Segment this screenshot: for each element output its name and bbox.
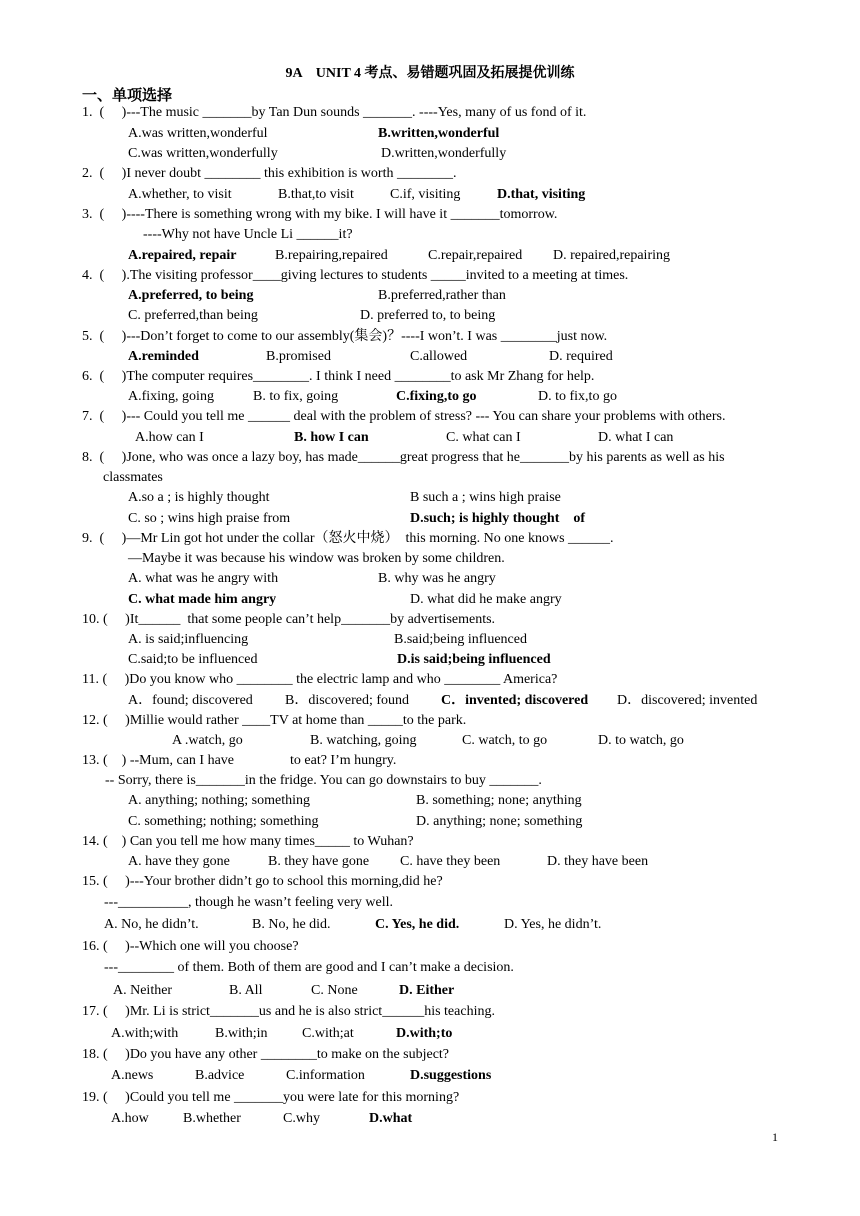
answer-option-correct: C.fixing,to go [396, 389, 477, 404]
answer-option-correct: A.reminded [128, 349, 199, 364]
answer-option: B such a ; wins high praise [410, 490, 561, 505]
answer-option: B. All [229, 983, 263, 998]
answer-option: B.said;being influenced [394, 632, 527, 647]
answer-option-correct: B. how I can [294, 430, 369, 445]
question-line: ---__________, though he wasn’t feeling very well. [104, 895, 394, 910]
answer-option: D. to watch, go [598, 733, 684, 748]
answer-option: B. they have gone [268, 854, 370, 869]
answer-option: C. something; nothing; something [128, 814, 319, 829]
answer-option: B.advice [195, 1068, 245, 1083]
answer-option: B．discovered; found [285, 693, 410, 708]
page-number: 1 [772, 1130, 778, 1144]
question-stem: 8. ( )Jone, who was once a lazy boy, has made______great progress that he_______by his parents as well as his [82, 450, 725, 465]
answer-option: A. anything; nothing; something [128, 793, 310, 808]
answer-option-correct: B.written,wonderful [378, 126, 500, 141]
answer-option: B. something; none; anything [416, 793, 582, 808]
question-line: —Maybe it was because his window was broken by some children. [128, 551, 505, 566]
answer-option: B. No, he did. [252, 917, 331, 932]
answer-option-correct: D.is said;being influenced [397, 652, 551, 667]
answer-option-correct: D.what [369, 1111, 413, 1126]
answer-option: C. have they been [400, 854, 501, 869]
question-stem: 13. ( ) --Mum, can I have to eat? I’m hungry. [82, 753, 397, 768]
answer-option: C. so ; wins high praise from [128, 511, 291, 526]
answer-option: A .watch, go [172, 733, 243, 748]
question-stem: 2. ( )I never doubt ________ this exhibition is worth ________. [82, 166, 457, 181]
question-line: classmates [103, 470, 163, 485]
answer-option: D. to fix,to go [538, 389, 617, 404]
answer-option: D. what did he make angry [410, 592, 562, 607]
answer-option: A.how can I [135, 430, 204, 445]
answer-option: C.was written,wonderfully [128, 146, 278, 161]
question-stem: 17. ( )Mr. Li is strict_______us and he is also strict______his teaching. [82, 1004, 495, 1019]
answer-option: C.with;at [302, 1026, 354, 1041]
answer-option: B.preferred,rather than [378, 288, 506, 303]
answer-option: C.said;to be influenced [128, 652, 258, 667]
answer-option: B.repairing,repaired [275, 248, 388, 263]
answer-option: D.written,wonderfully [381, 146, 507, 161]
answer-option-correct: A.repaired, repair [128, 248, 237, 263]
question-stem: 5. ( )---Don’t forget to come to our assembly(集会)？----I won’t. I was ________just now. [82, 329, 608, 344]
answer-option-correct: D.such; is highly thought of [410, 511, 586, 526]
answer-option: A.fixing, going [128, 389, 214, 404]
answer-option-correct: C．invented; discovered [441, 693, 589, 708]
question-stem: 6. ( )The computer requires________. I think I need ________to ask Mr Zhang for help. [82, 369, 595, 384]
answer-option-correct: D.with;to [396, 1026, 453, 1041]
answer-option: B. to fix, going [253, 389, 339, 404]
answer-option: C. preferred,than being [128, 308, 258, 323]
answer-option: C. what can I [446, 430, 521, 445]
page-title: 9A UNIT 4 考点、易错题巩固及拓展提优训练 [285, 66, 575, 81]
answer-option: C.if, visiting [390, 187, 461, 202]
answer-option: A.how [111, 1111, 149, 1126]
question-line: ----Why not have Uncle Li ______it? [143, 227, 353, 242]
answer-option: A.was written,wonderful [128, 126, 268, 141]
answer-option: C.repair,repaired [428, 248, 523, 263]
answer-option: D. Yes, he didn’t. [504, 917, 602, 932]
question-stem: 9. ( )—Mr Lin got hot under the collar（怒火中烧） this morning. No one knows ______. [82, 531, 614, 546]
answer-option: C.information [286, 1068, 365, 1083]
answer-option: D. repaired,repairing [553, 248, 670, 263]
answer-option: D. required [549, 349, 613, 364]
answer-option: C.why [283, 1111, 320, 1126]
question-stem: 10. ( )It______ that some people can’t help_______by advertisements. [82, 612, 496, 627]
answer-option: B.that,to visit [278, 187, 354, 202]
question-stem: 1. ( )---The music _______by Tan Dun sounds _______. ----Yes, many of us fond of it. [82, 105, 587, 120]
question-stem: 19. ( )Could you tell me _______you were late for this morning? [82, 1090, 460, 1105]
answer-option: B.whether [183, 1111, 241, 1126]
answer-option: A. Neither [113, 983, 173, 998]
question-stem: 15. ( )---Your brother didn’t go to school this morning,did he? [82, 874, 443, 889]
answer-option: D. they have been [547, 854, 649, 869]
question-line: ---________ of them. Both of them are good and I can’t make a decision. [104, 960, 514, 975]
question-stem: 16. ( )--Which one will you choose? [82, 939, 299, 954]
question-stem: 3. ( )----There is something wrong with my bike. I will have it _______tomorrow. [82, 207, 558, 222]
answer-option: D．discovered; invented [617, 693, 758, 708]
answer-option-correct: C. Yes, he did. [375, 917, 460, 932]
answer-option: B. why was he angry [378, 571, 496, 586]
answer-option-correct: A.preferred, to being [128, 288, 254, 303]
answer-option: C. None [311, 983, 358, 998]
answer-option: A.news [111, 1068, 154, 1083]
answer-option: A．found; discovered [128, 693, 253, 708]
question-stem: 18. ( )Do you have any other ________to make on the subject? [82, 1047, 450, 1062]
section-heading: 一、单项选择 [82, 88, 173, 104]
answer-option: B. watching, going [310, 733, 417, 748]
question-stem: 11. ( )Do you know who ________ the electric lamp and who ________ America? [82, 672, 558, 687]
answer-option-correct: D.that, visiting [497, 187, 586, 202]
answer-option: B.with;in [215, 1026, 268, 1041]
answer-option: A. is said;influencing [128, 632, 249, 647]
question-stem: 7. ( )--- Could you tell me ______ deal with the problem of stress? --- You can share your problems with others. [82, 409, 726, 424]
answer-option-correct: D. Either [399, 983, 455, 998]
answer-option: A.with;with [111, 1026, 179, 1041]
answer-option: B.promised [266, 349, 331, 364]
answer-option: A.so a ; is highly thought [128, 490, 270, 505]
answer-option: C.allowed [410, 349, 468, 364]
question-stem: 14. ( ) Can you tell me how many times_____ to Wuhan? [82, 834, 414, 849]
answer-option-correct: C. what made him angry [128, 592, 277, 607]
question-stem: 4. ( ).The visiting professor____giving lectures to students _____invited to a meeting at times. [82, 268, 629, 283]
answer-option-correct: D.suggestions [410, 1068, 492, 1083]
answer-option: A. No, he didn’t. [104, 917, 199, 932]
question-line: -- Sorry, there is_______in the fridge. You can go downstairs to buy _______. [105, 773, 542, 788]
answer-option: A.whether, to visit [128, 187, 232, 202]
answer-option: A. have they gone [128, 854, 230, 869]
answer-option: D. what I can [598, 430, 674, 445]
answer-option: C. watch, to go [462, 733, 548, 748]
question-stem: 12. ( )Millie would rather ____TV at home than _____to the park. [82, 713, 467, 728]
answer-option: D. preferred to, to being [360, 308, 496, 323]
answer-option: A. what was he angry with [128, 571, 279, 586]
answer-option: D. anything; none; something [416, 814, 583, 829]
